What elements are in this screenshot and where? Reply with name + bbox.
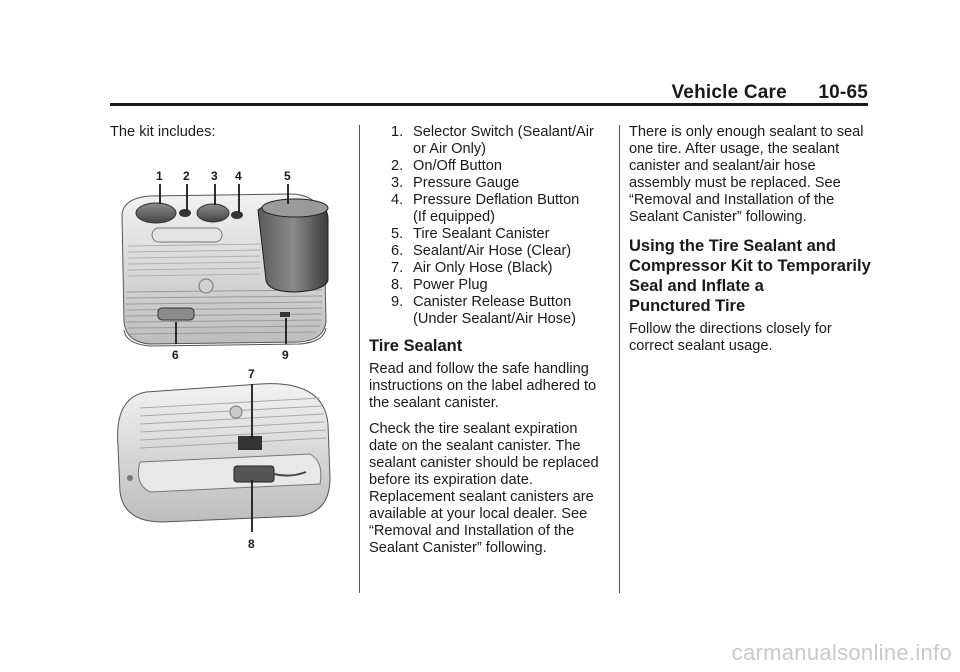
list-number: 8. bbox=[391, 277, 404, 293]
callout-8: 8 bbox=[248, 537, 255, 551]
heading-line: Compressor Kit to Temporarily bbox=[629, 257, 871, 275]
list-number: 4. bbox=[391, 192, 404, 208]
heading-line: Punctured Tire bbox=[629, 297, 746, 315]
callout-5: 5 bbox=[284, 169, 291, 183]
running-header bbox=[671, 82, 868, 104]
list-text: Sealant/Air Hose (Clear) bbox=[413, 243, 572, 259]
callout-2: 2 bbox=[183, 169, 190, 183]
kit-diagram bbox=[110, 162, 350, 554]
list-text: Canister Release Button bbox=[413, 294, 572, 310]
callout-6: 6 bbox=[172, 348, 179, 362]
column-3 bbox=[629, 124, 874, 364]
list-text: Pressure Deflation Button bbox=[413, 192, 580, 208]
list-item bbox=[369, 124, 609, 158]
heading-line: Seal and Inflate a bbox=[629, 277, 764, 295]
callout-9: 9 bbox=[282, 348, 289, 362]
list-number: 1. bbox=[391, 124, 404, 140]
callout-1: 1 bbox=[156, 169, 163, 183]
list-item bbox=[369, 192, 609, 226]
list-text-cont: (If equipped) bbox=[413, 209, 495, 225]
side-view-unit bbox=[118, 384, 330, 522]
list-item bbox=[369, 226, 609, 243]
tire-sealant-heading: Tire Sealant bbox=[369, 337, 463, 355]
list-number: 5. bbox=[391, 226, 404, 242]
list-item bbox=[369, 175, 609, 192]
list-text: Tire Sealant Canister bbox=[413, 226, 550, 242]
list-text: Pressure Gauge bbox=[413, 175, 520, 191]
page-number: 10-65 bbox=[818, 82, 868, 103]
list-text-cont: or Air Only) bbox=[413, 141, 486, 157]
compressor-kit-illustration bbox=[110, 162, 350, 554]
list-text: Air Only Hose (Black) bbox=[413, 260, 553, 276]
column-divider-1 bbox=[359, 125, 360, 593]
list-item bbox=[369, 243, 609, 260]
callout-7: 7 bbox=[248, 367, 255, 381]
callout-3: 3 bbox=[211, 169, 218, 183]
list-text: On/Off Button bbox=[413, 158, 502, 174]
list-number: 3. bbox=[391, 175, 404, 191]
heading-line: Using the Tire Sealant and bbox=[629, 237, 836, 255]
list-item bbox=[369, 294, 609, 328]
column-1 bbox=[110, 124, 350, 150]
top-view-unit bbox=[122, 194, 328, 346]
kit-components-list bbox=[369, 124, 609, 328]
callout-4: 4 bbox=[235, 169, 242, 183]
kit-intro: The kit includes: bbox=[110, 124, 216, 140]
list-text: Power Plug bbox=[413, 277, 488, 293]
column-divider-2 bbox=[619, 125, 620, 593]
using-kit-heading bbox=[629, 236, 874, 316]
sealant-usage-paragraph: There is only enough sealant to seal one tire. After usage, the sealant canister and sealant/air hose assembly must be replaced. See “Removal and Installation of the Sealant Canister” following. bbox=[629, 124, 864, 225]
list-item bbox=[369, 277, 609, 294]
sealant-handling-paragraph: Read and follow the safe handling instructions on the label adhered to the sealant canister. bbox=[369, 361, 597, 411]
list-number: 2. bbox=[391, 158, 404, 174]
list-item bbox=[369, 158, 609, 175]
list-item bbox=[369, 260, 609, 277]
column-2 bbox=[369, 124, 609, 566]
section-title: Vehicle Care bbox=[671, 82, 787, 103]
follow-directions-paragraph: Follow the directions closely for correct sealant usage. bbox=[629, 321, 832, 354]
list-number: 9. bbox=[391, 294, 404, 310]
watermark: carmanualsonline.info bbox=[731, 640, 952, 665]
header-rule bbox=[110, 103, 868, 106]
list-number: 6. bbox=[391, 243, 404, 259]
sealant-expiration-paragraph: Check the tire sealant expiration date on the sealant canister. The sealant canister should be replaced before its expiration date. Replacement sealant canisters are available at your local dealer. See “Removal and Installation of the Sealant Canister” following. bbox=[369, 421, 599, 556]
list-text: Selector Switch (Sealant/Air bbox=[413, 124, 594, 140]
list-number: 7. bbox=[391, 260, 404, 276]
list-text-cont: (Under Sealant/Air Hose) bbox=[413, 311, 577, 327]
